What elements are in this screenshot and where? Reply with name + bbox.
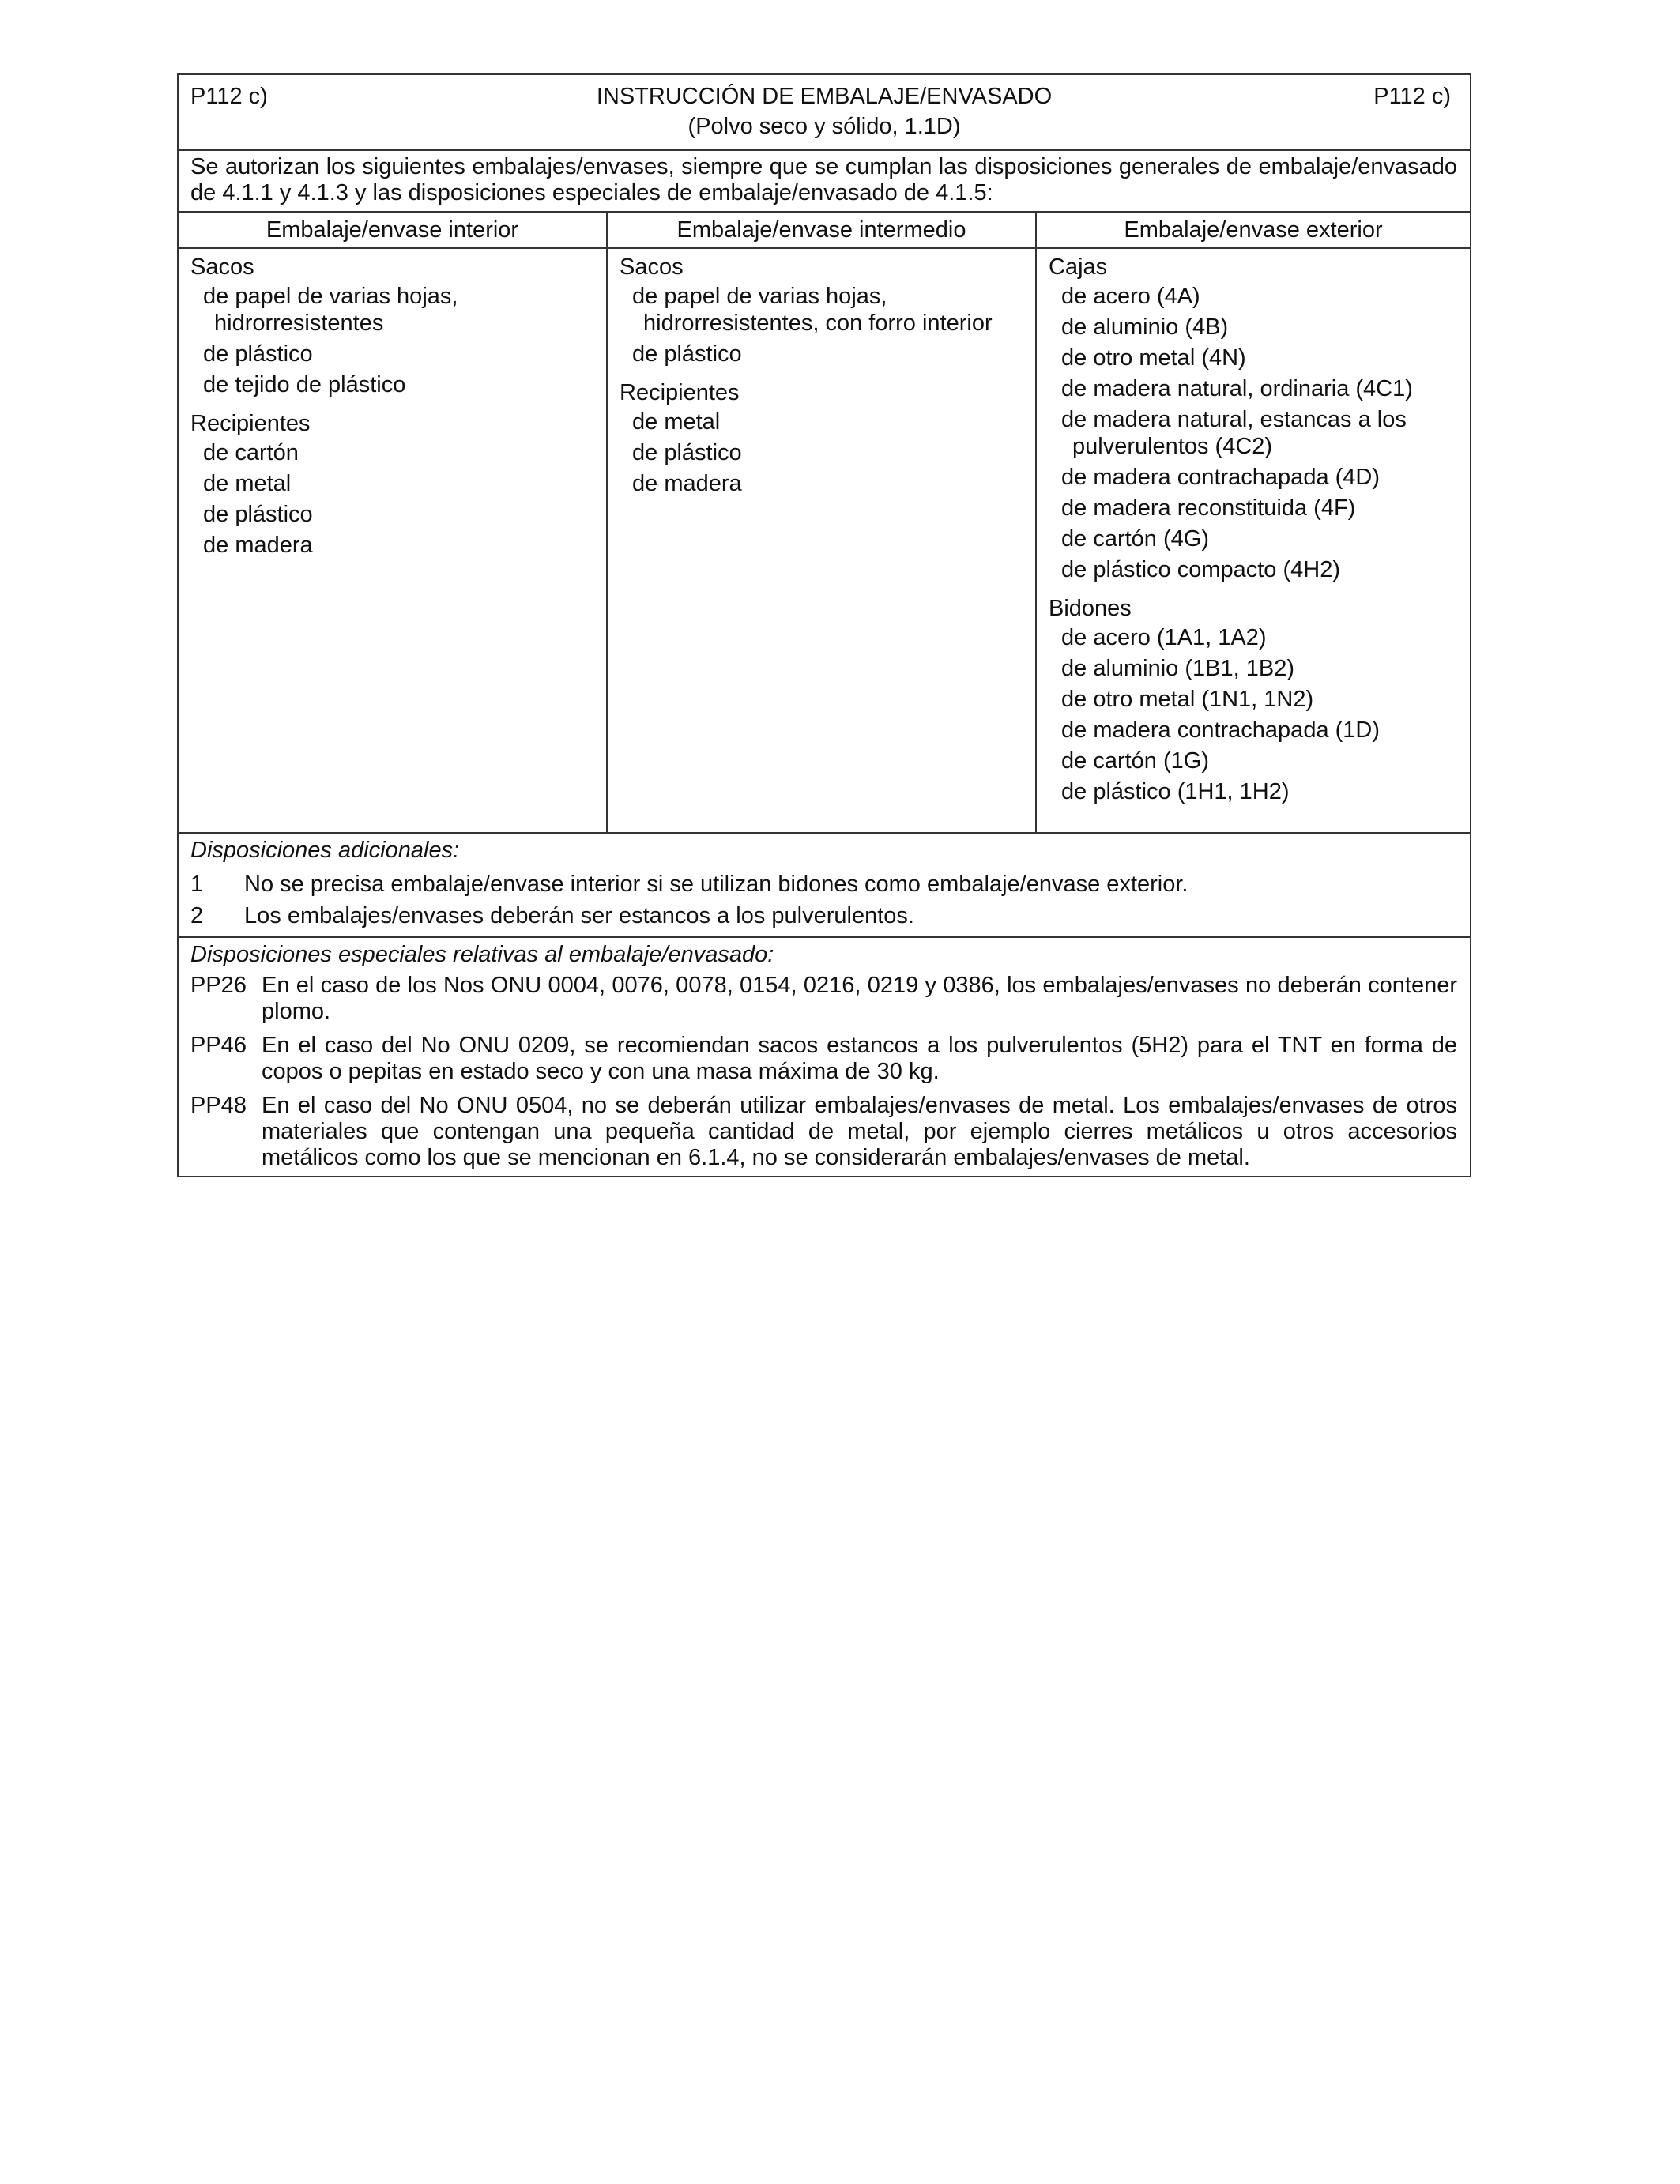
provision-item xyxy=(190,1093,1457,1171)
list-item: de otro metal (1N1, 1N2) xyxy=(1061,687,1314,712)
instruction-code-left: P112 c) xyxy=(190,84,268,109)
group-list xyxy=(1049,283,1462,583)
list-item: de plástico xyxy=(632,440,742,465)
list-item: de cartón (4G) xyxy=(1061,526,1209,552)
document-title: INSTRUCCIÓN DE EMBALAJE/ENVASADO xyxy=(596,84,1053,109)
provision-code: PP48 xyxy=(190,1093,247,1118)
numbered-list xyxy=(190,868,1457,932)
list-item: de acero (4A) xyxy=(1061,284,1200,309)
provision-code: PP46 xyxy=(190,1033,247,1058)
list-item: de madera contrachapada (4D) xyxy=(1061,465,1381,490)
item-number: 1 xyxy=(190,872,204,897)
list-item xyxy=(190,868,1457,900)
item-number: 2 xyxy=(190,903,204,928)
list-item: de metal xyxy=(632,409,721,435)
column-heading-intermediate: Embalaje/envase intermedio xyxy=(607,212,1036,248)
provision-code: PP26 xyxy=(190,973,247,998)
group-title: Cajas xyxy=(1049,254,1108,280)
provision-item xyxy=(190,973,1457,1025)
group-title: Recipientes xyxy=(190,411,311,436)
provision-item xyxy=(190,1033,1457,1085)
column-inner xyxy=(178,248,607,833)
group-list xyxy=(190,439,598,559)
list-item: de madera xyxy=(632,471,742,496)
list-item: de acero (1A1, 1A2) xyxy=(1061,625,1267,650)
list-item: de madera natural, estancas a los pulverulentos (4C2) xyxy=(1061,407,1407,459)
list-item: de plástico (1H1, 1H2) xyxy=(1061,779,1290,804)
list-item: de plástico compacto (4H2) xyxy=(1061,557,1340,582)
group-title: Sacos xyxy=(190,254,254,280)
list-item: de madera xyxy=(203,533,313,558)
provision-list xyxy=(190,973,1457,1171)
item-text: No se precisa embalaje/envase interior si se utilizan bidones como embalaje/envase exterior. xyxy=(244,872,1188,897)
special-provisions xyxy=(178,937,1471,1177)
additional-provisions xyxy=(178,833,1471,937)
column-outer xyxy=(1036,248,1471,833)
intro-paragraph: Se autorizan los siguientes embalajes/envases, siempre que se cumplan las disposiciones generales de embalaje/envasado de 4.1.1 y 4.1.3 y las disposiciones especiales de embalaje/envasado de 4.1.5: xyxy=(178,150,1471,212)
group-title: Sacos xyxy=(620,254,684,280)
column-intermediate xyxy=(607,248,1036,833)
list-item: de plástico xyxy=(203,502,313,527)
list-item: de cartón xyxy=(203,440,299,465)
provision-text: En el caso de los Nos ONU 0004, 0076, 0078, 0154, 0216, 0219 y 0386, los embalajes/envases no deberán contener plomo. xyxy=(262,973,1458,1024)
group-title: Bidones xyxy=(1049,596,1132,621)
list-item: de aluminio (4B) xyxy=(1061,314,1229,340)
list-item: de tejido de plástico xyxy=(203,372,406,397)
column-heading-inner: Embalaje/envase interior xyxy=(178,212,607,248)
list-item: de cartón (1G) xyxy=(1061,748,1209,774)
list-item: de plástico xyxy=(632,341,742,367)
header-row xyxy=(178,74,1471,150)
title-block xyxy=(179,81,1470,141)
list-item: de metal xyxy=(203,471,292,496)
provision-text: En el caso del No ONU 0504, no se deberán utilizar embalajes/envases de metal. Los embalajes/envases de otros materiales que contengan una pequeña cantidad de metal, por ejemplo cierres metálicos u otros accesorios metálicos como los que se mencionan en 6.1.4, no se considerarán embalajes/envases de metal. xyxy=(262,1093,1458,1170)
list-item: de madera reconstituida (4F) xyxy=(1061,495,1356,521)
section-title: Disposiciones especiales relativas al embalaje/envasado: xyxy=(190,942,774,967)
item-text: Los embalajes/envases deberán ser estancos a los pulverulentos. xyxy=(244,903,914,928)
instruction-code-right: P112 c) xyxy=(1373,84,1452,109)
list-item xyxy=(190,900,1457,932)
group-title: Recipientes xyxy=(620,380,740,405)
group-list xyxy=(620,409,1027,497)
provision-text: En el caso del No ONU 0209, se recomiendan sacos estancos a los pulverulentos (5H2) para el TNT en forma de copos o pepitas en estado seco y con una masa máxima de 30 kg. xyxy=(262,1033,1458,1084)
group-list xyxy=(620,283,1027,367)
document-subtitle: (Polvo seco y sólido, 1.1D) xyxy=(687,114,961,139)
packing-instruction-table xyxy=(177,73,1471,1177)
list-item: de papel de varias hojas, hidrorresistentes xyxy=(203,284,458,336)
list-item: de otro metal (4N) xyxy=(1061,345,1246,371)
group-list xyxy=(190,283,598,398)
column-heading-outer: Embalaje/envase exterior xyxy=(1036,212,1471,248)
group-list xyxy=(1049,624,1462,805)
list-item: de papel de varias hojas, hidrorresistentes, con forro interior xyxy=(632,284,993,336)
list-item: de aluminio (1B1, 1B2) xyxy=(1061,656,1294,681)
list-item: de plástico xyxy=(203,341,313,367)
list-item: de madera contrachapada (1D) xyxy=(1061,717,1381,743)
section-title: Disposiciones adicionales: xyxy=(190,838,460,863)
list-item: de madera natural, ordinaria (4C1) xyxy=(1061,376,1413,401)
